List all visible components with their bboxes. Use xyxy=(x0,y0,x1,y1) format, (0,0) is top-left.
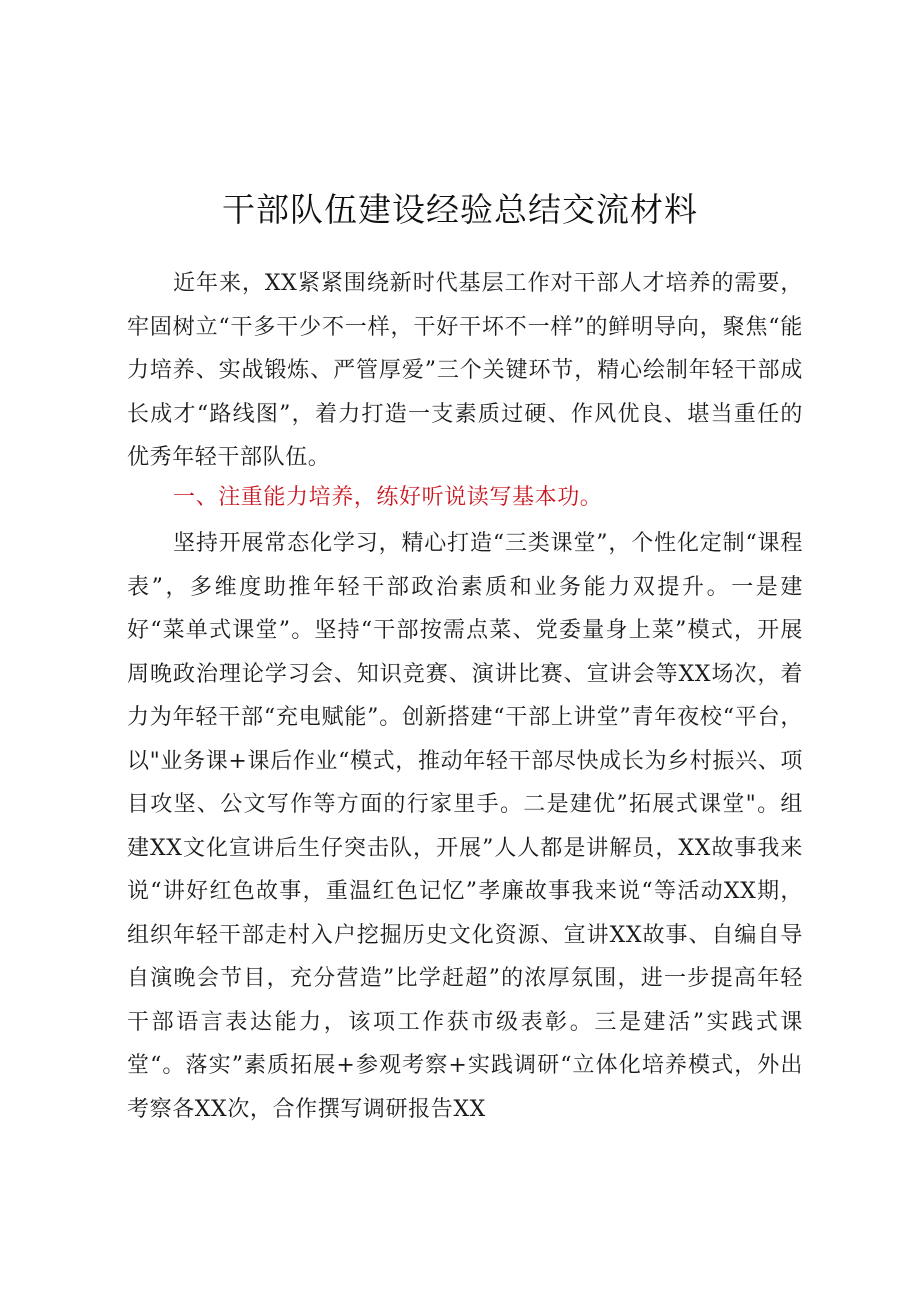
intro-paragraph: 近年来，XX紧紧围绕新时代基层工作对干部人才培养的需要，牢固树立“干多干少不一样，干好干坏不一样”的鲜明导向，聚焦“能力培养、实战锻炼、严管厚爱”三个关键环节，精心绘制年轻干部成长成才“路线图”，着力打造一支素质过硬、作风优良、堪当重任的优秀年轻干部队伍。 xyxy=(127,271,803,470)
section1-paragraph: 坚持开展常态化学习，精心打造“三类课堂”，个性化定制“课程表”，多维度助推年轻干部政治素质和业务能力双提升。一是建好“菜单式课堂”。坚持“干部按需点菜、党委量身上菜”模式，开展周晚政治理论学习会、知识竞赛、演讲比赛、宣讲会等XX场次，着力为年轻干部“充电赋能”。创新搭建“干部上讲堂”青年夜校“平台，以"业务课+课后作业“模式，推动年轻干部尽快成长为乡村振兴、项目攻坚、公文写作等方面的行家里手。二是建优”拓展式课堂"。组建XX文化宣讲后生仔突击队，开展”人人都是讲解员，XX故事我来说“讲好红色故事，重温红色记忆”孝廉故事我来说“等活动XX期，组织年轻干部走村入户挖掘历史文化资源、宣讲XX故事、自编自导自演晚会节目，充分营造”比学赶超”的浓厚氛围，进一步提高年轻干部语言表达能力，该项工作获市级表彰。三是建活”实践式课堂“。落实”素质拓展+参观考察+实践调研“立体化培养模式，外出考察各XX次，合作撰写调研报告XX xyxy=(127,531,803,1122)
document-title: 干部队伍建设经验总结交流材料 xyxy=(222,190,698,229)
section-heading-1: 一、注重能力培养，练好听说读写基本功。 xyxy=(173,485,603,510)
